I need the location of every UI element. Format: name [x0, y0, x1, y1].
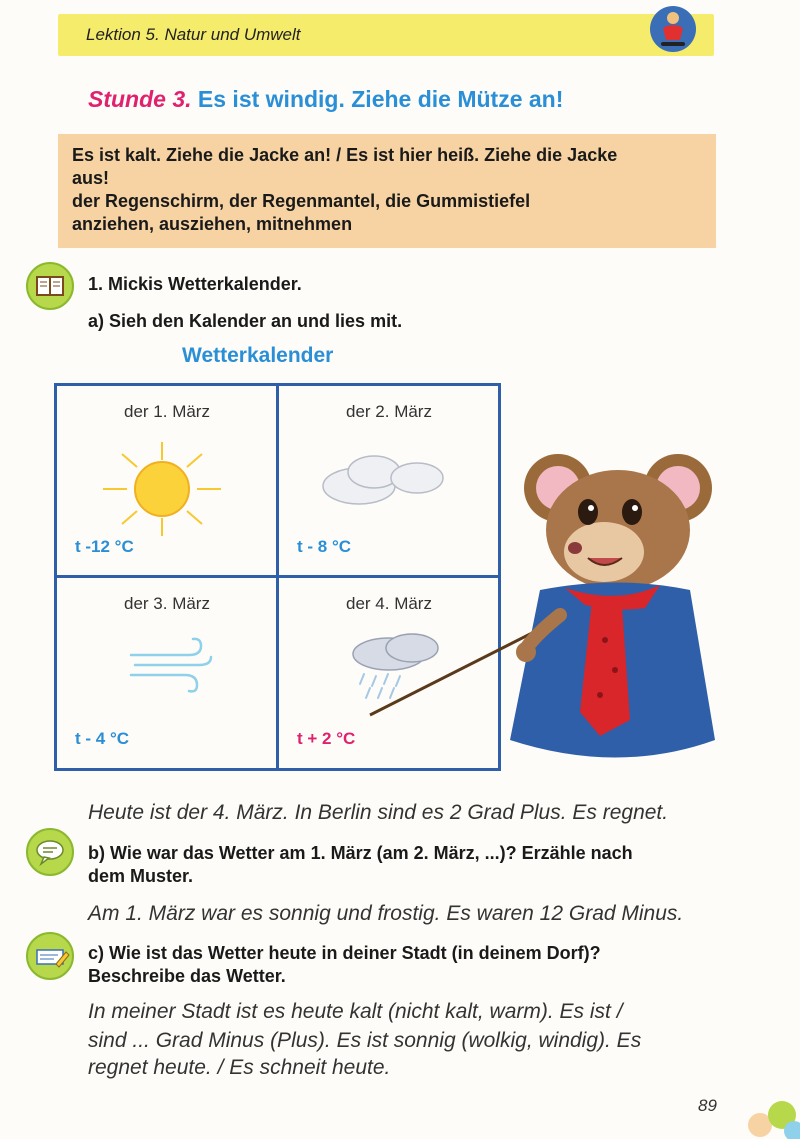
vocab-line: anziehen, ausziehen, mitnehmen: [72, 214, 353, 234]
task-b-line2: dem Muster.: [88, 866, 194, 886]
speech-bubble-icon: [26, 828, 74, 876]
sample-c-line1: In meiner Stadt ist es heute kalt (nicht kalt, warm). Es ist /: [88, 1000, 623, 1023]
mouse-illustration: [360, 440, 720, 780]
skater-icon: [648, 4, 698, 54]
decorative-corner: [740, 1085, 800, 1139]
lesson-title-text: Es ist windig. Ziehe die Mütze an!: [197, 86, 564, 112]
sample-c-line2: sind ... Grad Minus (Plus). Es ist sonnig (wolkig, windig). Es: [88, 1029, 642, 1052]
exercise-heading: 1. Mickis Wetterkalender.: [88, 274, 302, 294]
calendar-temp: t - 4 °C: [75, 729, 130, 748]
pencil-icon: [26, 932, 74, 980]
calendar-temp: t - 8 °C: [297, 537, 352, 556]
calendar-date: der 3. März: [124, 594, 210, 613]
lesson-number: Stunde 3.: [88, 86, 192, 112]
task-b-line1: b) Wie war das Wetter am 1. März (am 2. März, ...)? Erzähle nach: [88, 843, 633, 863]
calendar-temp: t -12 °C: [75, 537, 134, 556]
vocabulary-box: [58, 134, 716, 248]
sun-icon: [97, 434, 227, 544]
vocab-line: aus!: [72, 168, 110, 188]
task-c-line1: c) Wie ist das Wetter heute in deiner Stadt (in deinem Dorf)?: [88, 943, 601, 963]
sample-c-line3: regnet heute. / Es schneit heute.: [88, 1056, 391, 1079]
sample-b: Am 1. März war es sonnig und frostig. Es waren 12 Grad Minus.: [88, 902, 684, 925]
book-icon: [26, 262, 74, 310]
calendar-date: der 2. März: [346, 402, 432, 421]
calendar-date: der 1. März: [124, 402, 210, 421]
calendar-temp: t + 2 °C: [297, 729, 356, 748]
task-a: a) Sieh den Kalender an und lies mit.: [88, 311, 403, 331]
wind-icon: [127, 633, 217, 703]
sample-a: Heute ist der 4. März. In Berlin sind es 2 Grad Plus. Es regnet.: [88, 801, 669, 824]
calendar-cell-3: [57, 578, 277, 769]
lesson-header: Lektion 5. Natur und Umwelt: [86, 25, 301, 44]
calendar-date: der 4. März: [346, 594, 432, 613]
task-c-line2: Beschreibe das Wetter.: [88, 966, 286, 986]
calendar-cell-1: [57, 386, 277, 577]
page-number: 89: [698, 1096, 717, 1115]
lesson-title: [88, 86, 563, 113]
calendar-title: Wetterkalender: [182, 344, 334, 367]
vocab-line: der Regenschirm, der Regenmantel, die Gummistiefel: [72, 191, 531, 211]
vocab-line: Es ist kalt. Ziehe die Jacke an! / Es ist hier heiß. Ziehe die Jacke: [72, 145, 618, 165]
